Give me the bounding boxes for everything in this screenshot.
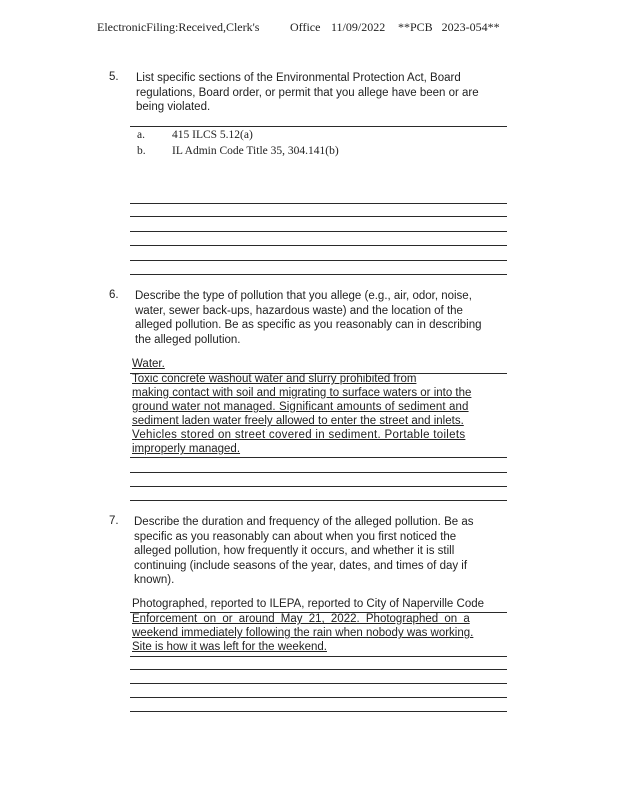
citation-a-text: 415 ILCS 5.12(a) [172,129,253,141]
answer-line: Site is how it was left for the weekend. [132,641,327,653]
blank-answer-line [130,500,507,501]
blank-answer-line [130,472,507,473]
citation-a-letter: a. [137,129,145,141]
blank-answer-line [130,274,507,275]
question-line: known). [134,574,175,586]
section-7-question [134,515,473,588]
question-line: specific as you reasonably can about when you first noticed the [134,530,457,543]
section-6-number: 6. [109,289,119,301]
answer-line: ground water not managed. Significant amounts of sediment and [132,401,469,413]
question-line: Describe the type of pollution that you allege (e.g., air, odor, noise, [135,290,472,302]
citation-b-letter: b. [137,145,146,157]
answer-line: Photographed, reported to ILEPA, reported to City of Naperville Code [132,598,485,610]
answer-rule [130,126,507,127]
blank-answer-line [130,245,507,246]
question-line: being violated. [136,101,211,113]
blank-answer-line [130,203,507,204]
blank-answer-line [130,486,507,487]
section-5-number: 5. [109,71,119,83]
answer-line: Toxic concrete washout water and slurry prohibited from [132,373,417,385]
blank-answer-line [130,669,507,670]
question-line: Describe the duration and frequency of the alleged pollution. Be as [134,516,474,528]
filing-office: Office [290,20,321,34]
blank-answer-line [130,231,507,232]
answer-line: Enforcement on or around May 21, 2022. Photographed on a [132,613,470,625]
answer-line: sediment laden water freely allowed to enter the street and inlets. [132,415,464,427]
answer-line: making contact with soil and migrating to surface waters or into the [132,387,472,399]
filing-docket: **PCB 2023-054** [398,20,500,34]
filing-date: 11/09/2022 [331,20,386,34]
question-line: the alleged pollution. [135,333,241,346]
blank-answer-line [130,260,507,261]
question-line: List specific sections of the Environmental Protection Act, Board [136,72,461,84]
blank-answer-line [130,683,507,684]
answer-line: Water. [132,358,165,370]
section-5-question [136,71,479,115]
question-line: regulations, Board order, or permit that you allege have been or are [136,86,479,99]
question-line: alleged pollution, how frequently it occurs, and whether it is still [134,545,455,557]
blank-answer-line [130,216,507,217]
question-line: continuing (include seasons of the year, dates, and times of day if [134,559,468,572]
answer-line: Vehicles stored on street covered in sediment. Portable toilets [132,429,466,441]
question-line: water, sewer back-ups, hazardous waste) and the location of the [135,304,463,317]
filing-stamp-text: ElectronicFiling:Received,Clerk's [97,20,260,34]
section-7-number: 7. [109,515,119,527]
blank-answer-line [130,697,507,698]
answer-line: improperly managed. [132,443,241,455]
blank-answer-line [130,656,507,657]
question-line: alleged pollution. Be as specific as you reasonably can in describing [135,319,482,331]
citation-b-text: IL Admin Code Title 35, 304.141(b) [172,145,339,157]
section-6-question [135,289,482,347]
answer-line: weekend immediately following the rain when nobody was working. [132,627,474,639]
blank-answer-line [130,457,507,458]
blank-answer-line [130,711,507,712]
